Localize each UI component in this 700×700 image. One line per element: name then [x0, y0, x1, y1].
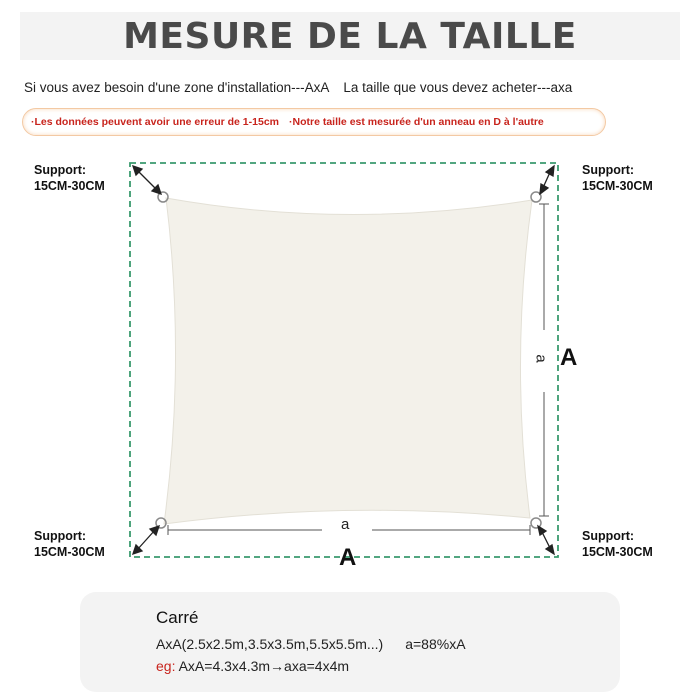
support-arrow-bottom-left-icon [133, 526, 159, 554]
outer-height-label: A [560, 344, 578, 371]
info-sizes: AxA(2.5x2.5m,3.5x3.5m,5.5x5.5m...) [156, 636, 384, 652]
info-title: Carré [156, 608, 199, 627]
inner-width-label: a [341, 516, 350, 533]
support-arrow-bottom-right-icon [538, 526, 554, 554]
info-example-label: eg: [156, 658, 176, 674]
support-title: Support: [34, 529, 87, 543]
outer-width-label: A [339, 544, 357, 571]
inner-height-label: a [532, 354, 550, 363]
support-title: Support: [582, 529, 635, 543]
support-arrow-top-right-icon [540, 166, 554, 194]
info-ratio: a=88%xA [405, 636, 466, 652]
info-example-line [156, 658, 349, 674]
support-label-bottom-right [582, 528, 653, 560]
shade-sail [164, 198, 532, 524]
support-title: Support: [582, 163, 635, 177]
support-label-top-right [582, 162, 653, 194]
support-label-top-left [34, 162, 105, 194]
support-arrow-top-left-icon [133, 166, 161, 194]
support-title: Support: [34, 163, 87, 177]
info-example: AxA=4.3x4.3m→axa=4x4m [178, 658, 350, 674]
support-range: 15CM-30CM [582, 545, 653, 559]
notice-measure-method: ·Notre taille est mesurée d'un anneau en D à l'autre [289, 116, 544, 128]
notice-error-margin: ·Les données peuvent avoir une erreur de 1-15cm [31, 116, 280, 128]
subtitle-left: Si vous avez besoin d'une zone d'installation---AxA [24, 80, 330, 95]
page-title: MESURE DE LA TAILLE [123, 15, 577, 57]
info-sizes-line [156, 636, 466, 652]
subtitle-right: La taille que vous devez acheter---axa [343, 80, 573, 95]
support-range: 15CM-30CM [34, 179, 105, 193]
support-range: 15CM-30CM [582, 179, 653, 193]
support-label-bottom-left [34, 528, 105, 560]
support-range: 15CM-30CM [34, 545, 105, 559]
